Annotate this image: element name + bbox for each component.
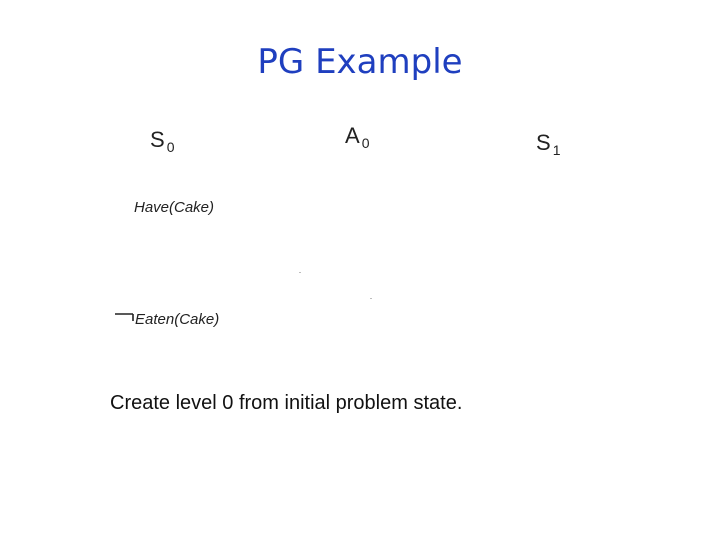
- dust-speck: [299, 272, 301, 273]
- level-index-s1: 1: [552, 142, 561, 158]
- slide-caption: Create level 0 from initial problem state.: [110, 392, 463, 414]
- slide-title: PG Example: [257, 42, 463, 82]
- level-index-a0: 0: [361, 135, 370, 151]
- level-label-s0: [150, 127, 174, 153]
- level-label-a0: [345, 123, 369, 149]
- literal-have-cake: Have(Cake): [134, 199, 215, 216]
- literal-eaten-cake-text: Eaten(Cake): [135, 311, 220, 328]
- level-letter-a0: A: [345, 123, 360, 148]
- negation-icon: [114, 312, 134, 322]
- dust-speck: [370, 298, 372, 299]
- level-index-s0: 0: [166, 139, 175, 155]
- level-letter-s0: S: [150, 127, 165, 152]
- level-letter-s1: S: [536, 130, 551, 155]
- level-label-s1: [536, 130, 560, 156]
- literal-not-eaten-cake: [114, 311, 219, 328]
